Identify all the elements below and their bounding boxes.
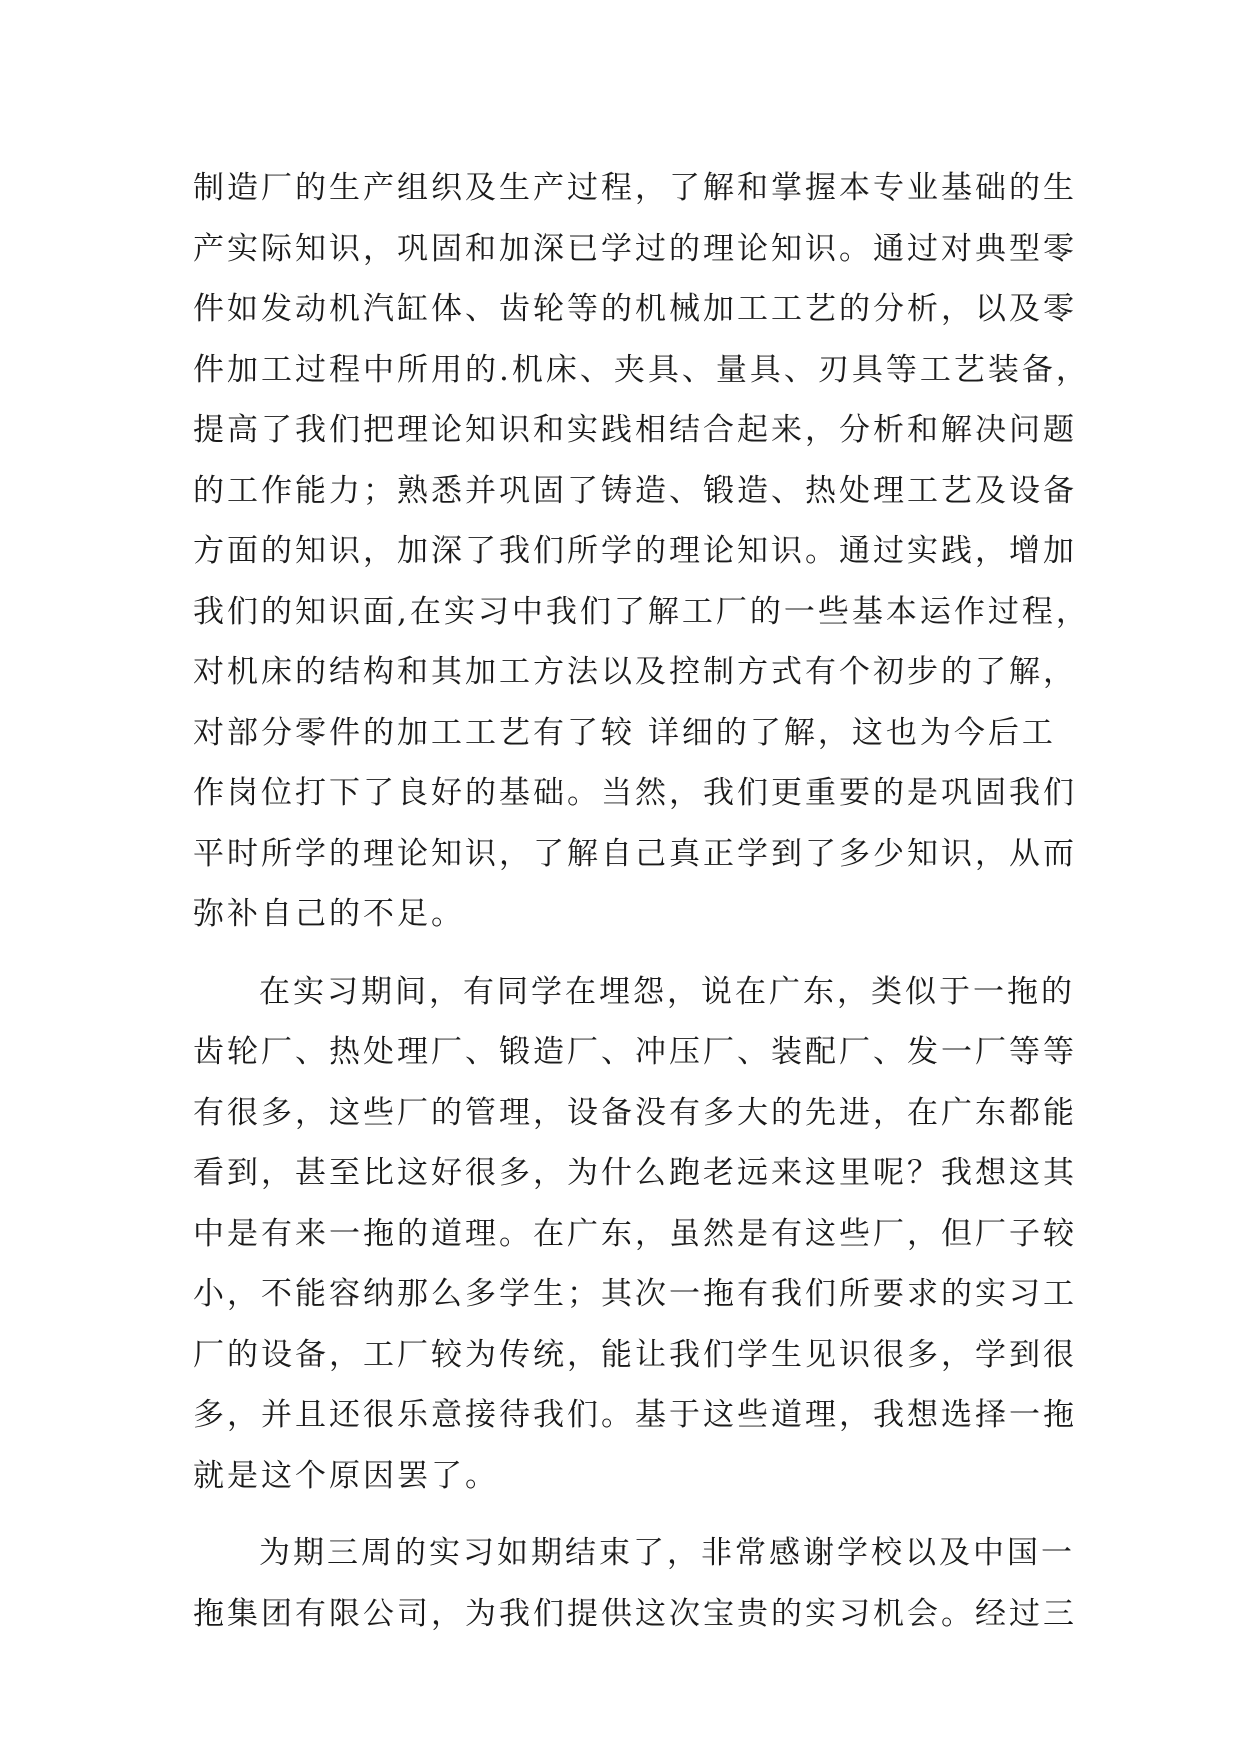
paragraph-1: [193, 158, 1090, 945]
text-line: 多，并且还很乐意接待我们。基于这些道理，我想选择一拖: [193, 1397, 1077, 1433]
text-line: 弥补自己的不足。: [193, 896, 465, 932]
text-line: 提高了我们把理论知识和实践相结合起来，分析和解决问题: [193, 412, 1077, 448]
text-line: 方面的知识，加深了我们所学的理论知识。通过实践，增加: [193, 533, 1077, 569]
paragraph-spacer: [193, 1506, 1053, 1523]
text-line: 中是有来一拖的道理。在广东，虽然是有这些厂，但厂子较: [193, 1215, 1077, 1252]
text-line: 对部分零件的加工工艺有了较 详细的了解，这也为今后工: [193, 714, 1056, 751]
paragraph-spacer: [193, 945, 1053, 962]
text-line: 我们的知识面,在实习中我们了解工厂的一些基本运作过程，: [193, 593, 1090, 630]
text-line: 厂的设备，工厂较为传统，能让我们学生见识很多，学到很: [193, 1336, 1077, 1373]
text-line: 在实习期间，有同学在埋怨，说在广东，类似于一拖的: [259, 973, 1075, 1010]
text-line: 就是这个原因罢了。: [193, 1457, 499, 1494]
paragraph-3: [193, 1523, 1077, 1644]
text-line: 齿轮厂、热处理厂、锻造厂、冲压厂、装配厂、发一厂等等: [193, 1034, 1077, 1070]
text-line: 有很多，这些厂的管理，设备没有多大的先进，在广东都能: [193, 1094, 1077, 1131]
text-line: 对机床的结构和其加工方法以及控制方式有个初步的了解，: [193, 654, 1077, 690]
paragraph-2: [193, 962, 1077, 1507]
text-line: 件加工过程中所用的.机床、夹具、量具、刃具等工艺装备，: [193, 351, 1090, 388]
text-line: 作岗位打下了良好的基础。当然，我们更重要的是巩固我们: [193, 775, 1077, 811]
text-line: 拖集团有限公司，为我们提供这次宝贵的实习机会。经过三: [193, 1595, 1077, 1632]
text-line: 平时所学的理论知识，了解自己真正学到了多少知识，从而: [193, 835, 1077, 872]
text-line: 的工作能力；熟悉并巩固了铸造、锻造、热处理工艺及设备: [193, 472, 1077, 509]
text-line: 制造厂的生产组织及生产过程，了解和掌握本专业基础的生: [193, 170, 1077, 206]
text-line: 看到，甚至比这好很多，为什么跑老远来这里呢？我想这其: [193, 1155, 1077, 1191]
text-line: 产实际知识，巩固和加深已学过的理论知识。通过对典型零: [193, 230, 1077, 267]
text-line: 小，不能容纳那么多学生；其次一拖有我们所要求的实习工: [193, 1276, 1077, 1312]
text-line: 为期三周的实习如期结束了，非常感谢学校以及中国一: [259, 1535, 1075, 1571]
text-line: 件如发动机汽缸体、齿轮等的机械加工工艺的分析，以及零: [193, 291, 1077, 327]
body-text: [193, 158, 1090, 1644]
